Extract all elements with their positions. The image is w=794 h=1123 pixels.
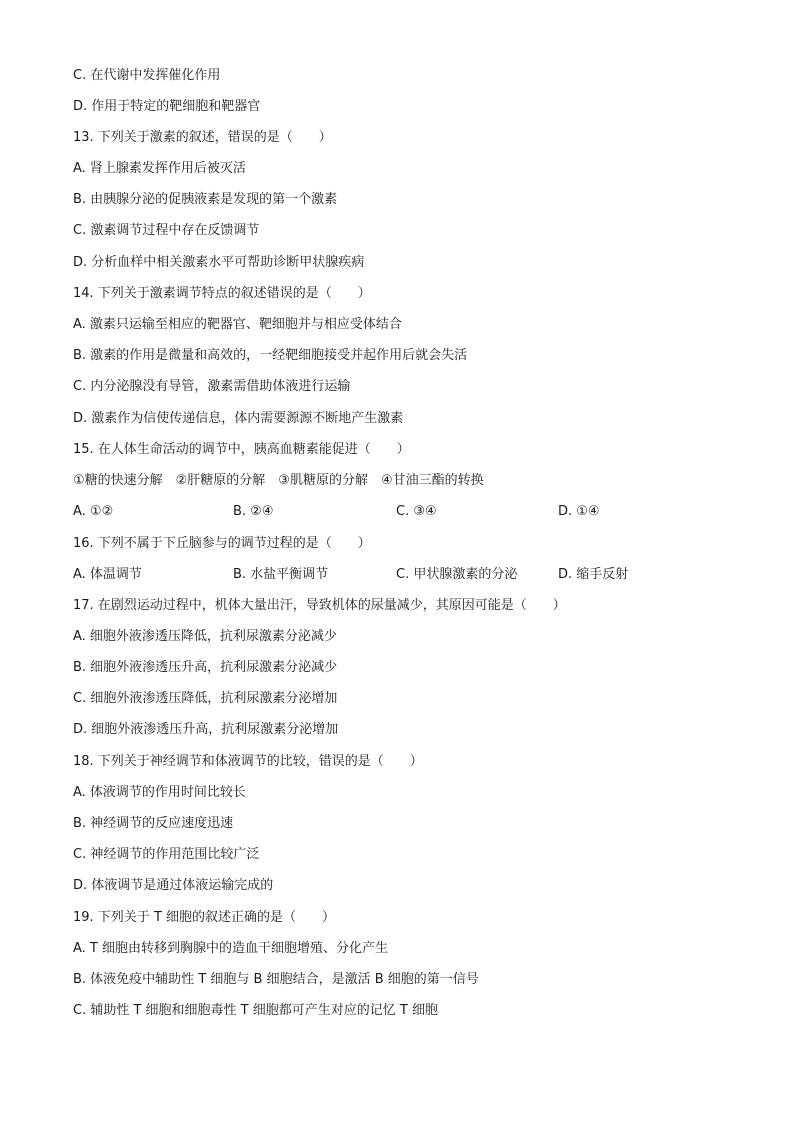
question-17: 17. 在剧烈运动过程中，机体大量出汗，导致机体的尿量减少，其原因可能是（ ） — [73, 598, 566, 613]
option-b-q14: B. 激素的作用是微量和高效的，一经靶细胞接受并起作用后就会失活 — [73, 348, 468, 363]
option-a-q15: A. ①② — [73, 504, 114, 519]
option-d-q14: D. 激素作为信使传递信息，体内需要源源不断地产生激素 — [73, 411, 404, 426]
option-c-q18: C. 神经调节的作用范围比较广泛 — [73, 847, 260, 862]
option-c-q16: C. 甲状腺激素的分泌 — [396, 567, 518, 582]
question-18: 18. 下列关于神经调节和体液调节的比较，错误的是（ ） — [73, 754, 423, 769]
option-c-q17: C. 细胞外液渗透压降低，抗利尿激素分泌增加 — [73, 691, 338, 706]
question-14: 14. 下列关于激素调节特点的叙述错误的是（ ） — [73, 286, 371, 301]
option-b-q19: B. 体液免疫中辅助性 T 细胞与 B 细胞结合，是激活 B 细胞的第一信号 — [73, 972, 479, 987]
option-b-q18: B. 神经调节的反应速度迅速 — [73, 816, 234, 831]
option-b-q17: B. 细胞外液渗透压升高，抗利尿激素分泌减少 — [73, 660, 338, 675]
option-c-q15: C. ③④ — [396, 504, 437, 519]
option-a-q16: A. 体温调节 — [73, 567, 142, 582]
option-d-q16: D. 缩手反射 — [558, 567, 629, 582]
option-d-q12: D. 作用于特定的靶细胞和靶器官 — [73, 99, 261, 114]
option-d-q18: D. 体液调节是通过体液运输完成的 — [73, 878, 274, 893]
question-13: 13. 下列关于激素的叙述，错误的是（ ） — [73, 130, 332, 145]
option-b-q13: B. 由胰腺分泌的促胰液素是发现的第一个激素 — [73, 192, 338, 207]
option-d-q17: D. 细胞外液渗透压升高，抗利尿激素分泌增加 — [73, 722, 339, 737]
question-16-options — [0, 566, 794, 584]
option-a-q14: A. 激素只运输至相应的靶器官、靶细胞并与相应受体结合 — [73, 317, 402, 332]
option-a-q19: A. T 细胞由转移到胸腺中的造血干细胞增殖、分化产生 — [73, 941, 389, 956]
option-b-q16: B. 水盐平衡调节 — [233, 567, 329, 582]
option-a-q18: A. 体液调节的作用时间比较长 — [73, 785, 246, 800]
option-a-q13: A. 肾上腺素发挥作用后被灭活 — [73, 161, 246, 176]
option-a-q17: A. 细胞外液渗透压降低，抗利尿激素分泌减少 — [73, 629, 337, 644]
question-15-items: ①糖的快速分解 ②肝糖原的分解 ③肌糖原的分解 ④甘油三酯的转换 — [73, 473, 484, 488]
option-d-q13: D. 分析血样中相关激素水平可帮助诊断甲状腺疾病 — [73, 255, 365, 270]
question-15-options — [0, 503, 794, 521]
option-d-q15: D. ①④ — [558, 504, 600, 519]
option-c-q14: C. 内分泌腺没有导管，激素需借助体液进行运输 — [73, 379, 351, 394]
option-c-q13: C. 激素调节过程中存在反馈调节 — [73, 223, 260, 238]
option-c-q19: C. 辅助性 T 细胞和细胞毒性 T 细胞都可产生对应的记忆 T 细胞 — [73, 1003, 438, 1018]
question-15: 15. 在人体生命活动的调节中，胰高血糖素能促进（ ） — [73, 442, 410, 457]
question-16: 16. 下列不属于下丘脑参与的调节过程的是（ ） — [73, 536, 371, 551]
option-b-q15: B. ②④ — [233, 504, 274, 519]
option-c-q12: C. 在代谢中发挥催化作用 — [73, 68, 221, 83]
question-19: 19. 下列关于 T 细胞的叙述正确的是（ ） — [73, 910, 336, 925]
